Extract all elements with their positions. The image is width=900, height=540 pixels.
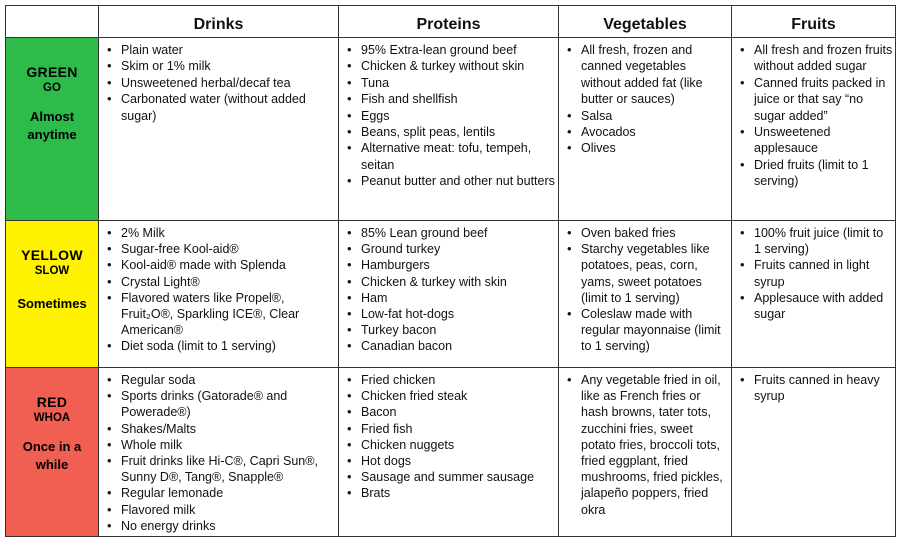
green-category-cell [6,38,99,221]
yellow-proteins-cell [339,221,559,368]
list-item: • Alternative meat: tofu, tempeh, seitan [345,140,556,173]
yellow-vegetables-cell [559,221,732,368]
list-item: • Fish and shellfish [345,91,556,107]
list-item: • Carbonated water (without added sugar) [105,91,336,124]
list-item: • Shakes/Malts [105,421,336,437]
category-name: RED [36,394,68,410]
list-item: • Applesauce with added sugar [738,290,893,322]
yellow-fruits-cell [732,221,896,368]
list-item: • Flavored milk [105,502,336,518]
red-row [6,368,896,537]
green-drinks-cell [99,38,339,221]
list-item: • Chicken & turkey without skin [345,58,556,74]
list-item: • Regular lemonade [105,485,336,501]
list-item: • Sports drinks (Gatorade® and Powerade®) [105,388,336,420]
list-item: • All fresh and frozen fruits without added sugar [738,42,893,75]
list-item: • Kool-aid® made with Splenda [105,257,336,273]
list-item: • Crystal Light® [105,274,336,290]
category-speed: WHOA [33,412,71,424]
red-vegetables-cell [559,368,732,537]
category-name: GREEN [26,64,78,80]
list-item: • 95% Extra-lean ground beef [345,42,556,58]
header-drinks: Drinks [99,6,339,38]
red-proteins-cell [339,368,559,537]
list-item: • No energy drinks [105,518,336,534]
item-list [559,38,731,157]
category-frequency: Sometimes [17,296,87,311]
list-item: • Coleslaw made with regular mayonnaise (limit to 1 serving) [565,306,729,355]
list-item: • Fruits canned in heavy syrup [738,372,893,404]
green-row [6,38,896,221]
list-item: • Flavored waters like Propel®, Fruit₂O®, Sparkling ICE®, Clear American® [105,290,336,339]
header-blank-cell [6,6,99,38]
category-frequency: Almost anytime [27,109,77,142]
item-list [732,221,895,322]
item-list [99,38,338,124]
list-item: • Chicken & turkey with skin [345,274,556,290]
header-fruits: Fruits [732,6,896,38]
list-item: • Any vegetable fried in oil, like as French fries or hash browns, tater tots, zucchini fries, sweet potato fries, broccoli tots, fried eggplant, fried mushrooms, fried pickles, jalapeño poppers, fried okra [565,372,729,518]
list-item: • All fresh, frozen and canned vegetables without added fat (like butter or sauces) [565,42,729,108]
list-item: • Skim or 1% milk [105,58,336,74]
list-item: • Unsweetened applesauce [738,124,893,157]
header-proteins: Proteins [339,6,559,38]
list-item: • Fried fish [345,421,556,437]
list-item: • Unsweetened herbal/decaf tea [105,75,336,91]
list-item: • Bacon [345,404,556,420]
food-guide-table [5,5,896,537]
list-item: • Dried fruits (limit to 1 serving) [738,157,893,190]
list-item: • Diet soda (limit to 1 serving) [105,338,336,354]
list-item: • Tuna [345,75,556,91]
yellow-drinks-cell [99,221,339,368]
list-item: • 100% fruit juice (limit to 1 serving) [738,225,893,257]
green-proteins-cell [339,38,559,221]
list-item: • Fried chicken [345,372,556,388]
list-item: • 85% Lean ground beef [345,225,556,241]
yellow-row [6,221,896,368]
list-item: • Eggs [345,108,556,124]
list-item: • Peanut butter and other nut butters [345,173,556,189]
item-list [559,221,731,355]
item-list [732,38,895,190]
list-item: • Chicken nuggets [345,437,556,453]
list-item: • Brats [345,485,556,501]
category-speed: GO [43,82,61,94]
item-list [559,368,731,518]
list-item: • Fruit drinks like Hi-C®, Capri Sun®, Sunny D®, Tang®, Snapple® [105,453,336,485]
red-category-cell [6,368,99,537]
list-item: • Hot dogs [345,453,556,469]
header-row [6,6,896,38]
green-fruits-cell [732,38,896,221]
list-item: • Sugar-free Kool-aid® [105,241,336,257]
list-item: • Oven baked fries [565,225,729,241]
list-item: • Chicken fried steak [345,388,556,404]
list-item: • Ground turkey [345,241,556,257]
category-speed: SLOW [34,265,70,277]
list-item: • Turkey bacon [345,322,556,338]
list-item: • Olives [565,140,729,156]
list-item: • Ham [345,290,556,306]
header-vegetables: Vegetables [559,6,732,38]
category-name: YELLOW [21,247,83,263]
list-item: • Whole milk [105,437,336,453]
list-item: • Starchy vegetables like potatoes, peas, corn, yams, sweet potatoes (limit to 1 serving) [565,241,729,306]
list-item: • Plain water [105,42,336,58]
list-item: • Low-fat hot-dogs [345,306,556,322]
list-item: • Avocados [565,124,729,140]
item-list [99,221,338,355]
item-list [732,368,895,404]
list-item: • Canned fruits packed in juice or that say “no sugar added” [738,75,893,124]
list-item: • Sausage and summer sausage [345,469,556,485]
list-item: • Beans, split peas, lentils [345,124,556,140]
red-fruits-cell [732,368,896,537]
list-item: • Regular soda [105,372,336,388]
list-item: • Fruits canned in light syrup [738,257,893,289]
category-frequency: Once in a while [22,439,82,472]
list-item: • Salsa [565,108,729,124]
item-list [339,38,558,190]
red-drinks-cell [99,368,339,537]
yellow-category-cell [6,221,99,368]
item-list [339,221,558,355]
green-vegetables-cell [559,38,732,221]
item-list [339,368,558,502]
list-item: • 2% Milk [105,225,336,241]
list-item: • Canadian bacon [345,338,556,354]
item-list [99,368,338,534]
list-item: • Hamburgers [345,257,556,273]
